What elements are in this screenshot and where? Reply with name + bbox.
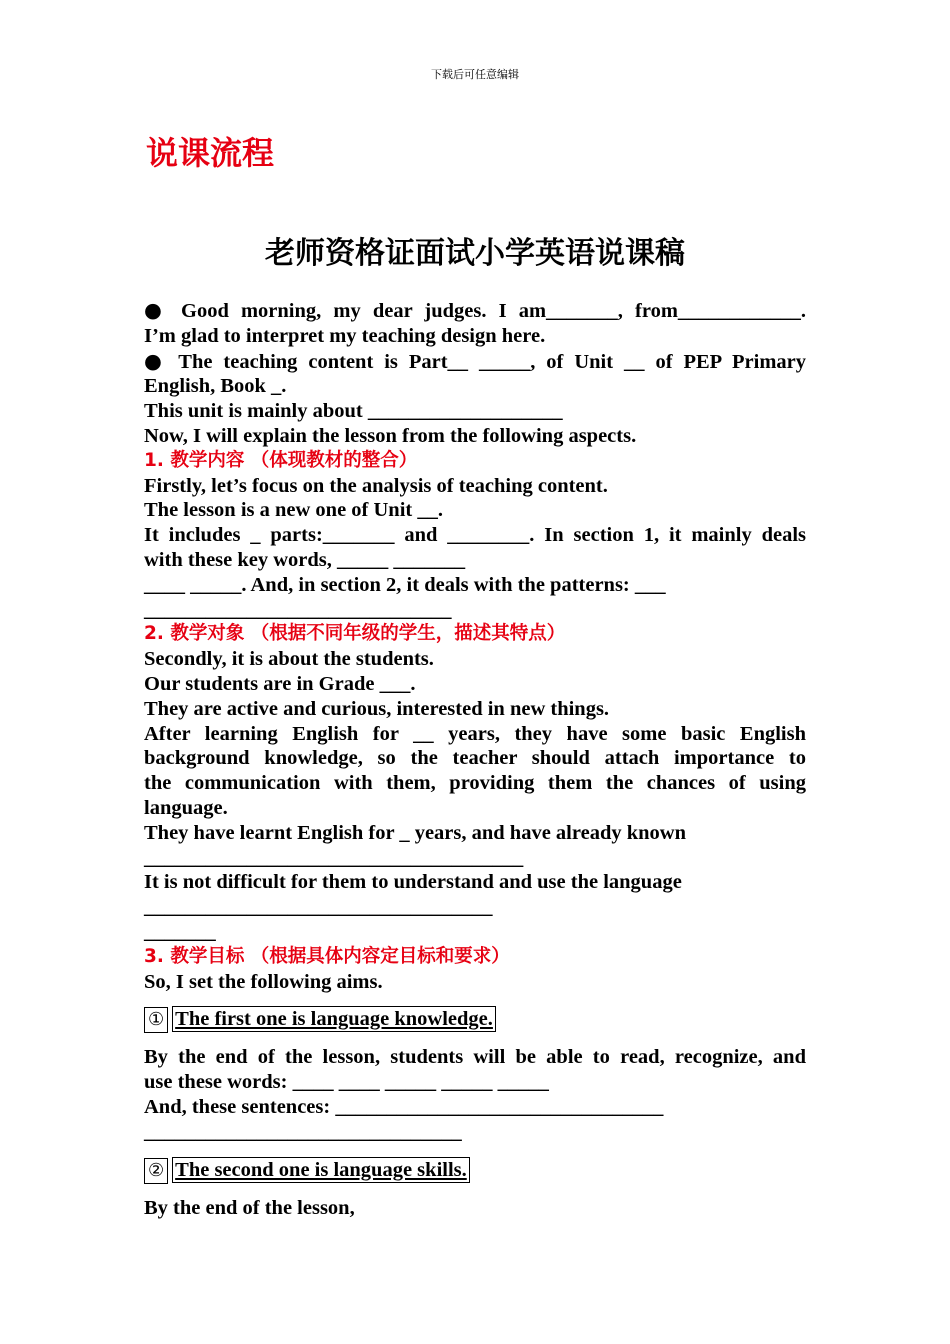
aim-1-line: By the end of the lesson, students will be able to read, recognize, and — [144, 1046, 806, 1069]
aim-1-title — [144, 1006, 806, 1033]
section-3-intro: So, I set the following aims. — [144, 970, 383, 993]
section-1-line: ______________________________ — [144, 598, 452, 621]
section-2-difficult-blank: __________________________________ — [144, 896, 493, 919]
section-2-heading: 2. 教学对象 （根据不同年级的学生，描述其特点） — [144, 623, 566, 645]
intro-line-1: ● Good morning, my dear judges. I am_______, from____________. — [144, 298, 807, 322]
section-2-para-line: background knowledge, so the teacher should attach importance to — [144, 747, 806, 770]
aim-2-number: ② — [144, 1158, 168, 1184]
intro-line-2: I’m glad to interpret my teaching design here. — [144, 324, 546, 347]
aim-1-line: _______________________________ — [144, 1120, 462, 1143]
bullet-icon: ● — [144, 298, 169, 322]
section-1-line: It includes _ parts:_______ and ________. In section 1, it mainly deals — [144, 524, 806, 547]
header-note: 下载后可任意编辑 — [431, 68, 519, 81]
red-title: 说课流程 — [146, 134, 275, 172]
section-2-para-line: After learning English for __ years, they have some basic English — [144, 722, 806, 745]
section-2-difficult: It is not difficult for them to understand and use the language — [144, 871, 682, 894]
main-title: 老师资格证面试小学英语说课稿 — [265, 236, 685, 271]
section-1-line: The lesson is a new one of Unit __. — [144, 499, 443, 522]
section-1-line: Firstly, let’s focus on the analysis of teaching content. — [144, 474, 608, 497]
section-2-grade: Our students are in Grade ___. — [144, 672, 416, 695]
bullet-icon: ● — [144, 348, 168, 373]
document-body — [144, 298, 806, 1220]
aim-1-line: And, these sentences: ________________________________ — [144, 1095, 664, 1118]
aim-1-label: The first one is language knowledge. — [172, 1006, 496, 1032]
intro-line-4: English, Book _. — [144, 375, 287, 398]
aim-2-line: By the end of the lesson, — [144, 1196, 355, 1219]
section-1-heading: 1. 教学内容 （体现教材的整合） — [144, 449, 418, 471]
intro-mainly-about: This unit is mainly about ___________________ — [144, 400, 563, 423]
section-2-difficult-blank: _______ — [144, 920, 216, 943]
section-2-known-blank: _____________________________________ — [144, 846, 524, 869]
section-2-para-end: language. — [144, 796, 228, 819]
aim-1-line: use these words: ____ ____ _____ _____ _____ — [144, 1071, 549, 1094]
aim-2-title — [144, 1157, 806, 1184]
section-1-line: with these key words, _____ _______ — [144, 548, 466, 571]
aim-1-number: ① — [144, 1007, 168, 1033]
section-2-para-line: the communication with them, providing them the chances of using — [144, 772, 806, 795]
intro-line-3: ● The teaching content is Part__ _____, of Unit __ of PEP Primary — [144, 348, 806, 373]
aim-2-label: The second one is language skills. — [172, 1157, 470, 1183]
section-2-line: They are active and curious, interested in new things. — [144, 697, 610, 720]
section-1-line: ____ _____. And, in section 2, it deals with the patterns: ___ — [144, 573, 666, 596]
section-2-known: They have learnt English for _ years, and have already known — [144, 821, 686, 844]
intro-explain: Now, I will explain the lesson from the following aspects. — [144, 424, 637, 447]
section-3-heading: 3. 教学目标 （根据具体内容定目标和要求） — [144, 945, 510, 967]
section-2-line: Secondly, it is about the students. — [144, 648, 434, 671]
